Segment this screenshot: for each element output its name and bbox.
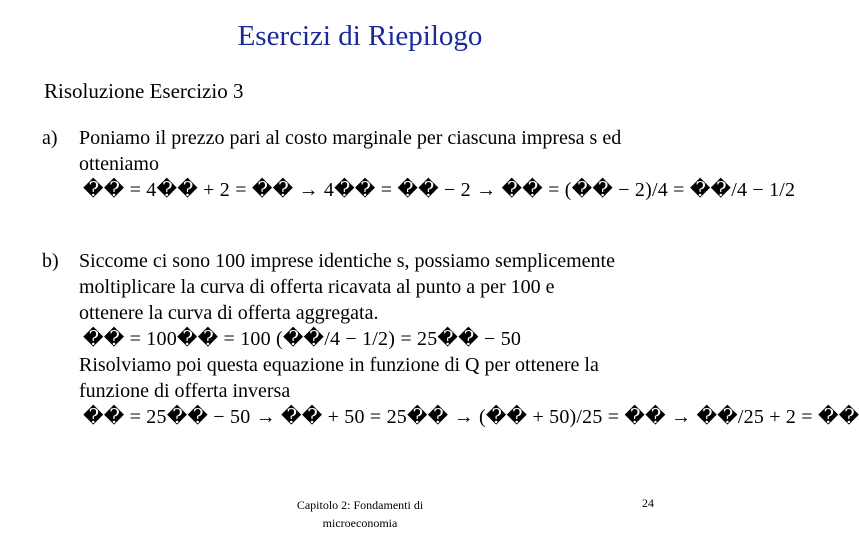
- footer-chapter-line: Capitolo 2: Fondamenti di: [296, 498, 424, 512]
- slide-title: Esercizi di Riepilogo: [237, 20, 483, 52]
- text-line: Siccome ci sono 100 imprese identiche s, possiamo semplicemente: [79, 250, 615, 272]
- text-line: funzione di offerta inversa: [79, 380, 291, 402]
- list-item-a-body: [79, 125, 795, 203]
- section-heading: Risoluzione Esercizio 3: [44, 79, 244, 103]
- list-marker-a: a): [42, 127, 58, 149]
- footer-chapter-line: microeconomia: [322, 516, 398, 530]
- equation-inverse-supply: �� = 25�� − 50 → �� + 50 = 25�� → (�� + 50)/25 = �� → ��/25 + 2 = ��: [83, 406, 859, 428]
- text-line: moltiplicare la curva di offerta ricavata al punto a per 100 e: [79, 276, 555, 298]
- text-line: ottenere la curva di offerta aggregata.: [79, 302, 379, 324]
- page-number: 24: [642, 496, 654, 510]
- text-line: Poniamo il prezzo pari al costo marginale per ciascuna impresa s ed: [79, 127, 622, 149]
- text-line: Risolviamo poi questa equazione in funzione di Q per ottenere la: [79, 354, 599, 376]
- list-item-b-body: [79, 248, 859, 430]
- footer-chapter: [240, 496, 480, 532]
- list-marker-b: b): [42, 250, 59, 272]
- equation-supply-single: �� = 4�� + 2 = �� → 4�� = �� − 2 → �� = (�� − 2)/4 = ��/4 − 1/2: [83, 179, 796, 201]
- text-line: otteniamo: [79, 153, 159, 175]
- equation-aggregate-supply: �� = 100�� = 100 (��/4 − 1/2) = 25�� − 50: [83, 328, 522, 350]
